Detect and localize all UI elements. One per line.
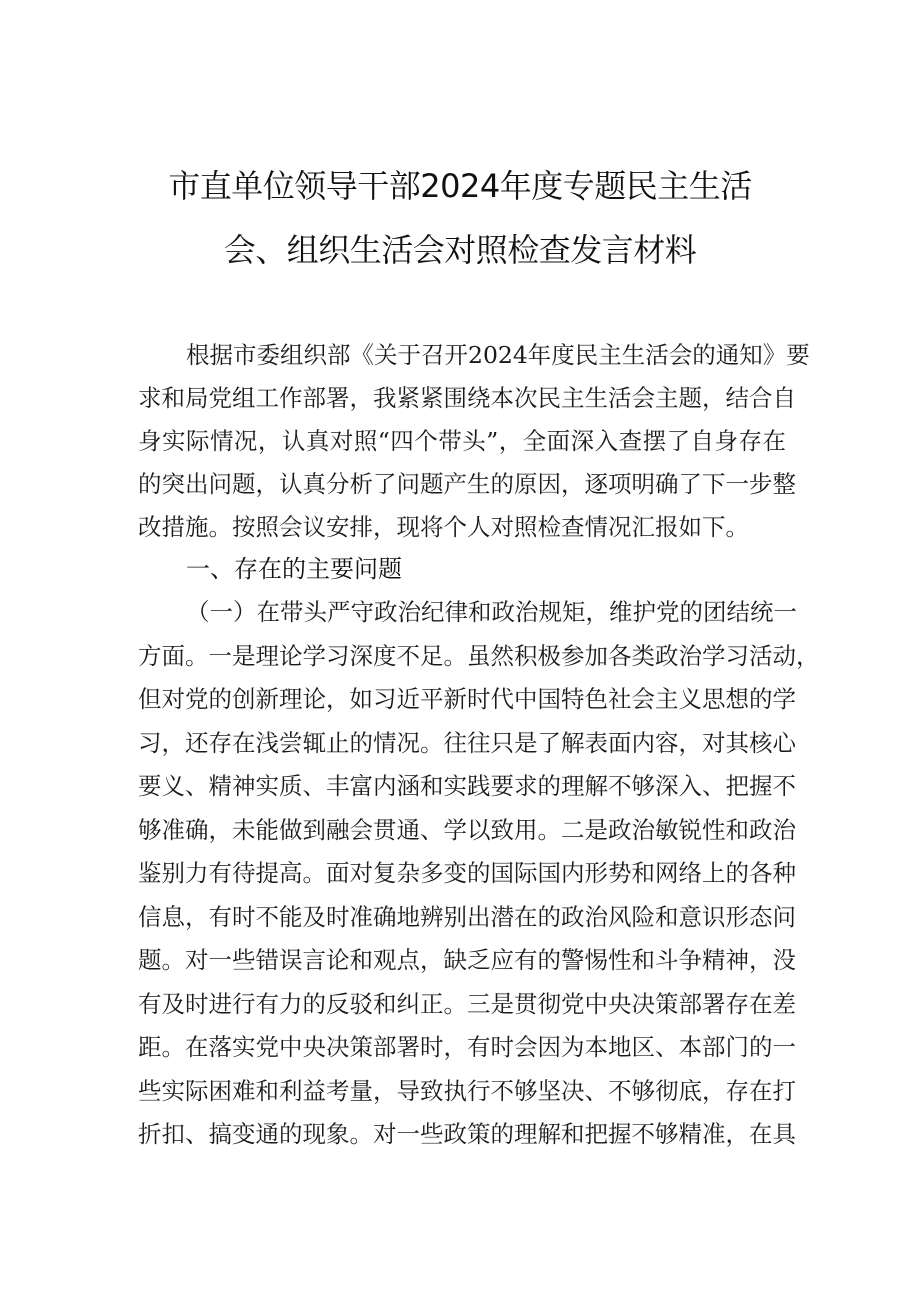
- section-heading: 一、存在的主要问题: [186, 555, 402, 583]
- text-line: 身实际情况，认真对照“四个带头”，全面深入查摆了自身存在: [138, 427, 786, 455]
- text-line: 鉴别力有待提高。面对复杂多变的国际国内形势和网络上的各种: [138, 859, 796, 887]
- document-title-line-1: 市直单位领导干部2024年度专题民主生活: [168, 167, 752, 205]
- text-line: 求和局党组工作部署，我紧紧围绕本次民主生活会主题，结合自: [138, 384, 796, 412]
- text-line: （一）在带头严守政治纪律和政治规矩，维护党的团结统一: [186, 598, 797, 626]
- text-line: 习，还存在浅尝辄止的情况。往往只是了解表面内容，对其核心: [138, 728, 796, 757]
- text-line: 要义、精神实质、丰富内涵和实践要求的理解不够深入、把握不: [138, 772, 796, 800]
- text-line: 距。在落实党中央决策部署时，有时会因为本地区、本部门的一: [138, 1033, 796, 1061]
- text-line: 根据市委组织部《关于召开2024年度民主生活会的通知》要: [186, 341, 810, 369]
- text-line: 题。对一些错误言论和观点，缺乏应有的警惕性和斗争精神，没: [138, 946, 796, 974]
- text-line: 折扣、搞变通的现象。对一些政策的理解和把握不够精准，在具: [138, 1120, 796, 1148]
- document-title-line-2: 会、组织生活会对照检查发言材料: [223, 231, 697, 269]
- text-line: 方面。一是理论学习深度不足。虽然积极参加各类政治学习活动，: [138, 641, 820, 670]
- text-line: 改措施。按照会议安排，现将个人对照检查情况汇报如下。: [138, 513, 749, 541]
- text-line: 有及时进行有力的反驳和纠正。三是贯彻党中央决策部署存在差: [138, 989, 796, 1018]
- text-line: 些实际困难和利益考量，导致执行不够坚决、不够彻底，存在打: [138, 1076, 796, 1105]
- text-line: 但对党的创新理论，如习近平新时代中国特色社会主义思想的学: [138, 685, 796, 713]
- text-line: 够准确，未能做到融会贯通、学以致用。二是政治敏锐性和政治: [138, 815, 796, 844]
- text-line: 的突出问题，认真分析了问题产生的原因，逐项明确了下一步整: [138, 470, 796, 498]
- text-line: 信息，有时不能及时准确地辨别出潜在的政治风险和意识形态问: [138, 902, 796, 931]
